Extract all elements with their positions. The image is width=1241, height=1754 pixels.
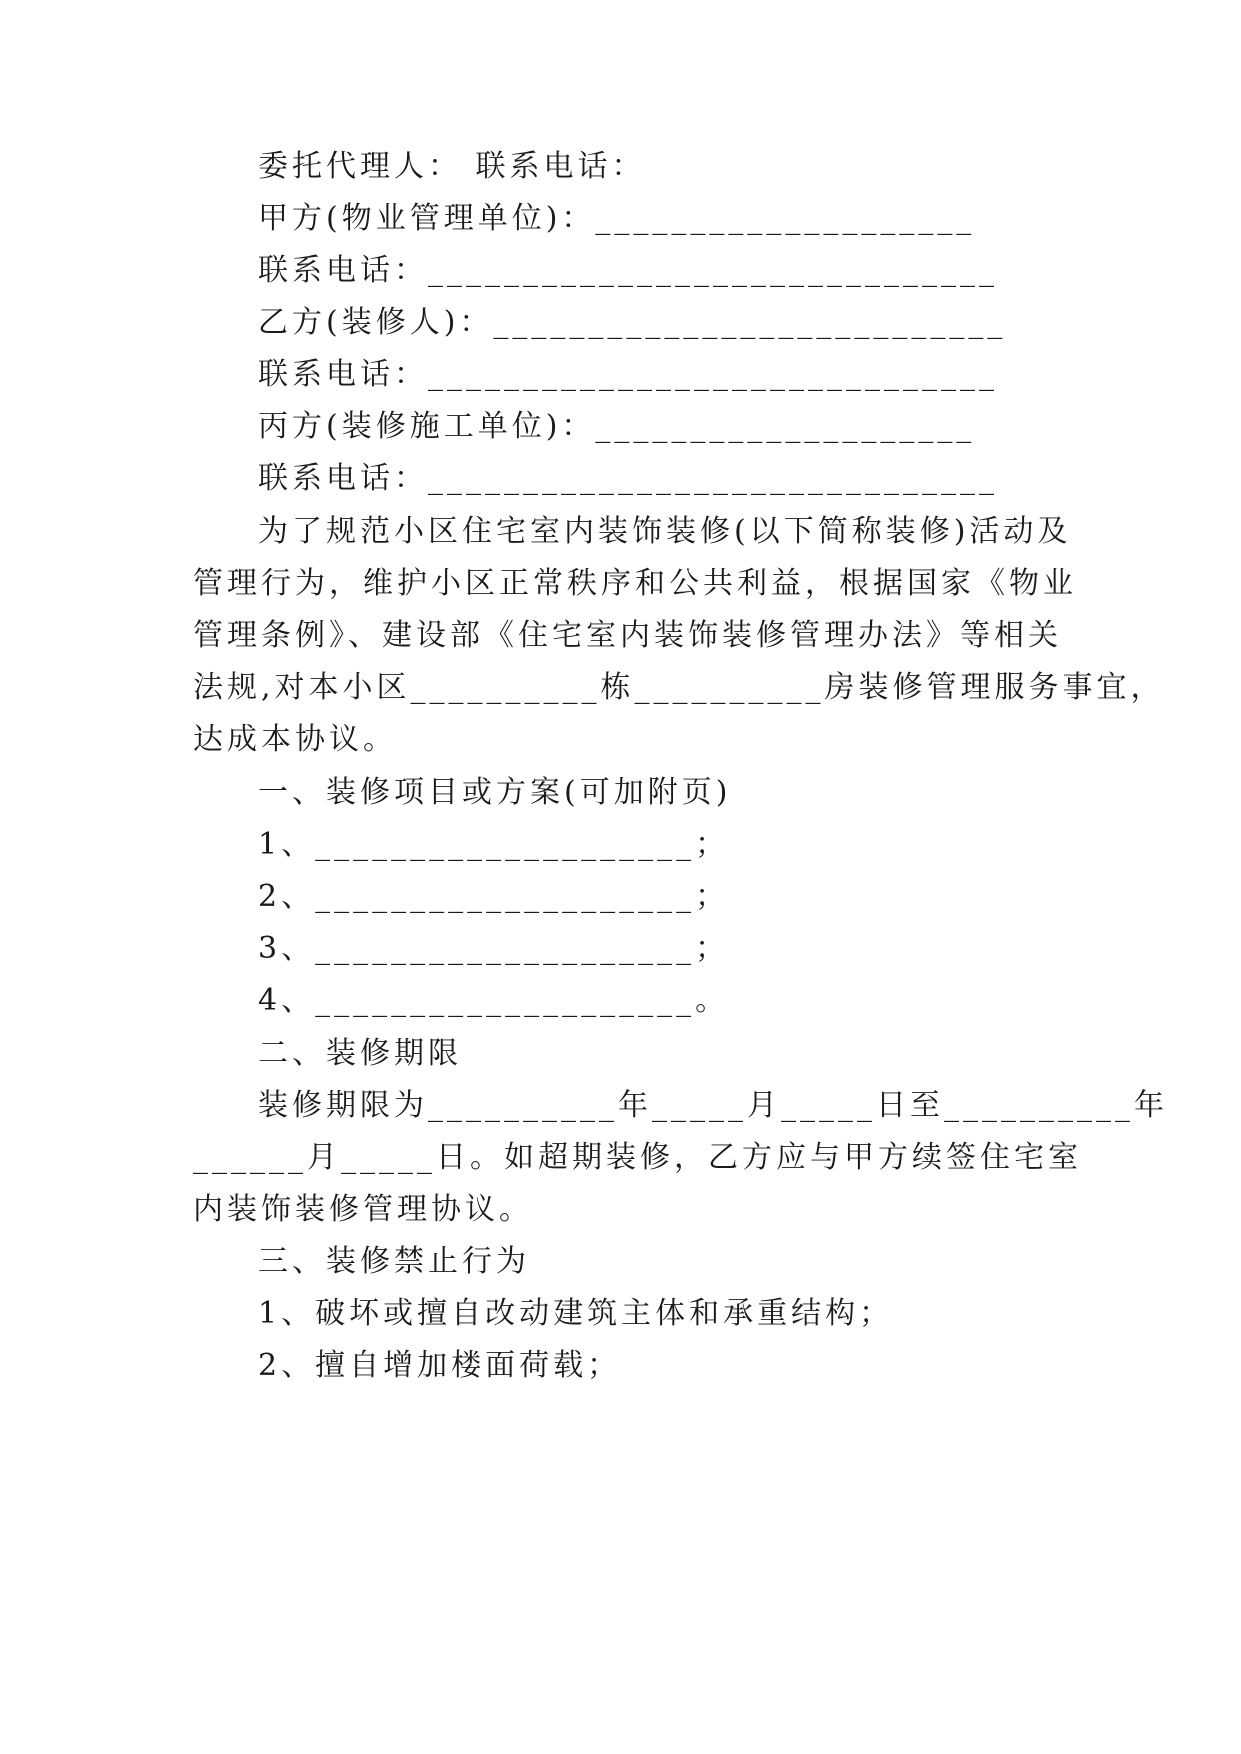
section-1-item: 3、____________________； bbox=[258, 931, 730, 966]
preamble-line-2: 管理行为，维护小区正常秩序和公共利益，根据国家《物业 bbox=[193, 566, 1077, 601]
party-b-phone-line: 联系电话：______________________________ bbox=[258, 357, 998, 392]
party-b-line: 乙方(装修人)：___________________________ bbox=[258, 305, 1007, 340]
party-a-phone-line: 联系电话：______________________________ bbox=[258, 253, 998, 288]
section-3-title: 三、装修禁止行为 bbox=[258, 1244, 530, 1279]
preamble-line-3: 管理条例》、建设部《住宅室内装饰装修管理办法》等相关 bbox=[193, 618, 1062, 653]
section-2-line-2: ______月_____日。如超期装修，乙方应与甲方续签住宅室 bbox=[193, 1140, 1082, 1175]
section-2-line-1: 装修期限为__________年_____月_____日至__________年 bbox=[258, 1088, 1168, 1123]
section-3-item: 1、破坏或擅自改动建筑主体和承重结构； bbox=[258, 1296, 894, 1331]
preamble-line-1: 为了规范小区住宅室内装饰装修(以下简称装修)活动及 bbox=[258, 514, 1072, 549]
section-1-title: 一、装修项目或方案(可加附页) bbox=[258, 775, 732, 810]
party-c-phone-line: 联系电话：______________________________ bbox=[258, 461, 998, 496]
section-2-title: 二、装修期限 bbox=[258, 1036, 462, 1071]
agent-line: 委托代理人： 联系电话： bbox=[258, 149, 646, 184]
party-a-line: 甲方(物业管理单位)：____________________ bbox=[258, 201, 976, 236]
section-1-item: 2、____________________； bbox=[258, 879, 730, 914]
party-c-line: 丙方(装修施工单位)：____________________ bbox=[258, 409, 976, 444]
section-2-line-3: 内装饰装修管理协议。 bbox=[193, 1192, 533, 1227]
preamble-line-5: 达成本协议。 bbox=[193, 722, 397, 757]
preamble-line-4: 法规,对本小区__________栋__________房装修管理服务事宜， bbox=[193, 670, 1165, 705]
section-1-item: 1、____________________； bbox=[258, 827, 730, 862]
section-1-item: 4、____________________。 bbox=[258, 983, 730, 1018]
section-3-item: 2、擅自增加楼面荷载； bbox=[258, 1348, 622, 1383]
